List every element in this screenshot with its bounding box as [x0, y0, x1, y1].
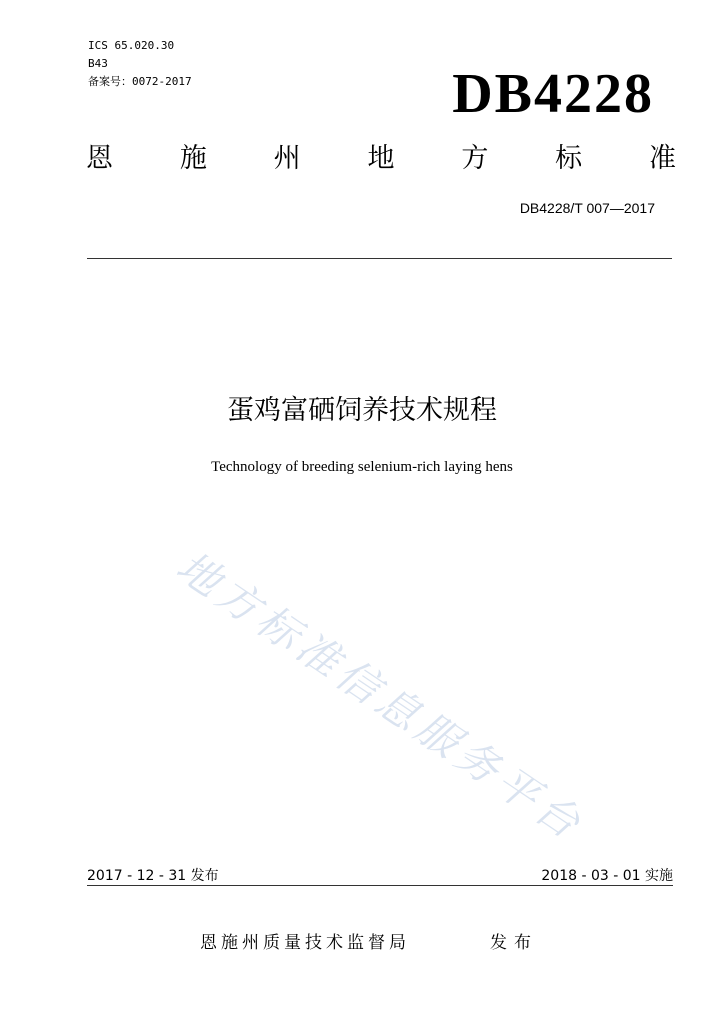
standard-number: DB4228/T 007—2017: [519, 200, 655, 216]
implementation-date: 2018 - 03 - 01 实施: [541, 868, 673, 884]
ics-code: ICS 65.020.30: [88, 39, 175, 52]
watermark-text: 地方标准信息服务平台: [167, 541, 594, 851]
title-english: Technology of breeding selenium-rich laying hens: [211, 459, 513, 475]
standard-type-char: 准: [648, 143, 676, 174]
record-number: 备案号：0072-2017: [88, 75, 192, 88]
standard-type-heading: [86, 140, 676, 178]
top-divider: [87, 258, 672, 259]
title-chinese: 蛋鸡富硒饲养技术规程: [227, 395, 497, 426]
standard-type-char: 恩: [86, 143, 113, 174]
bottom-divider: [87, 885, 673, 886]
standard-type-char: 方: [461, 143, 489, 174]
issuing-authority: 恩施州质量技术监督局: [200, 933, 410, 953]
publish-label: 发布: [490, 933, 538, 953]
classification-code: B43: [88, 57, 108, 70]
standard-logo: DB4228: [452, 63, 654, 125]
standard-type-char: 标: [555, 143, 583, 174]
standard-type-char: 州: [273, 143, 301, 174]
standard-type-char: 施: [179, 143, 207, 174]
issue-date: 2017 - 12 - 31 发布: [87, 868, 219, 884]
standard-type-char: 地: [367, 143, 395, 174]
